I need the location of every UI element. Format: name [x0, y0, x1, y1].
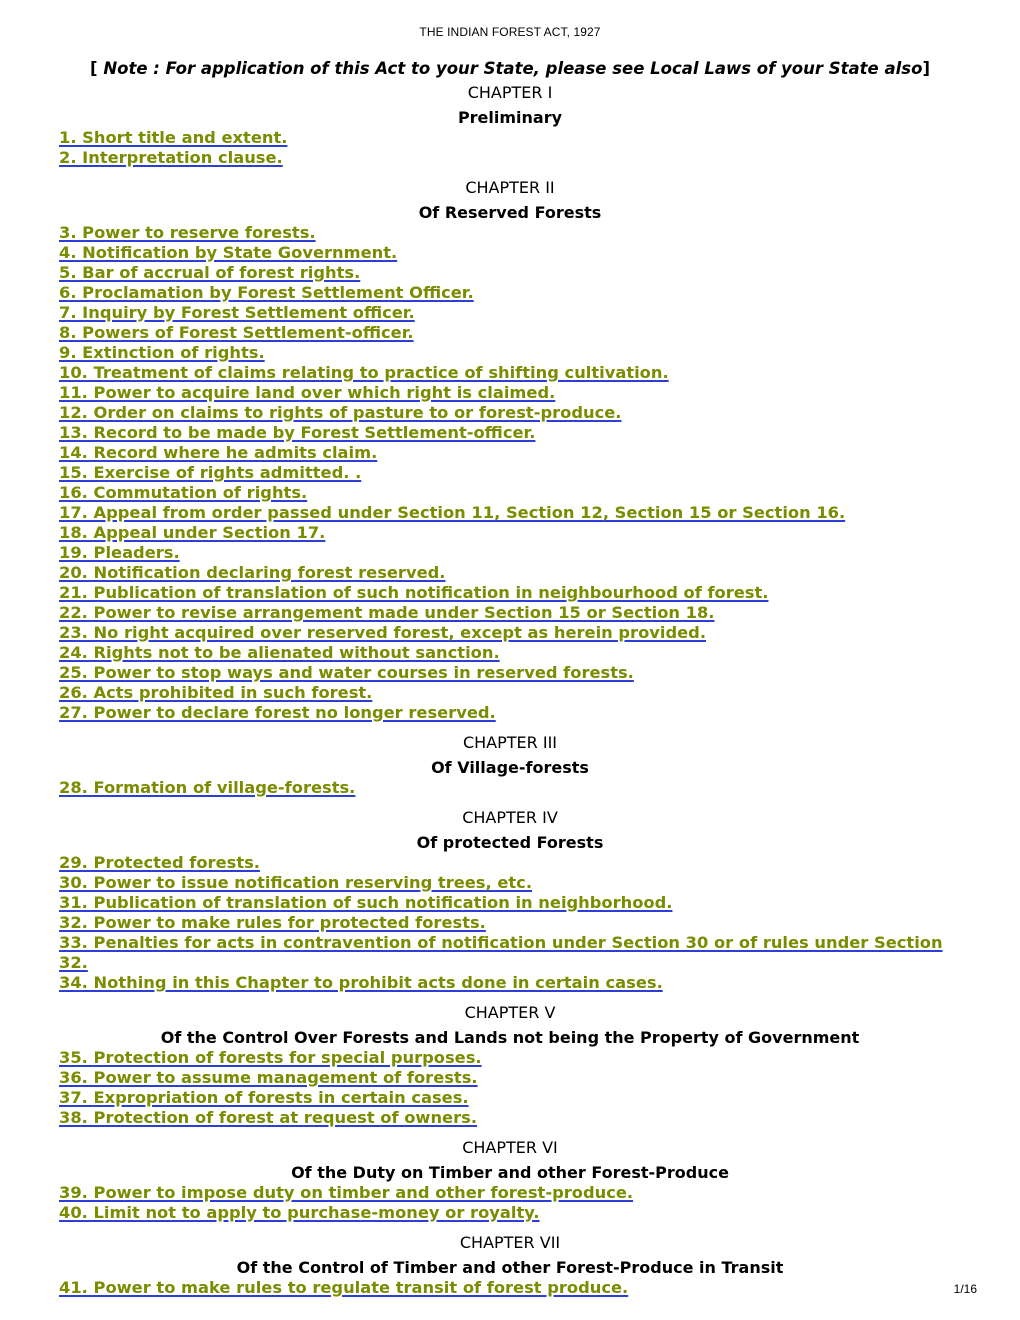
- application-note: [0, 58, 1020, 80]
- section-link[interactable]: [59, 933, 969, 973]
- chapter-title: Of protected Forests: [416, 833, 604, 852]
- section-link[interactable]: [59, 893, 969, 913]
- section-link-text: 1. Short title and extent.: [59, 128, 288, 147]
- note-open-bracket: [: [90, 59, 104, 78]
- section-link-text: 5. Bar of accrual of forest rights.: [59, 263, 361, 282]
- section-link[interactable]: [59, 263, 969, 283]
- section-link-text: 2. Interpretation clause.: [59, 148, 283, 167]
- section-link-text: 10. Treatment of claims relating to practice of shifting cultivation.: [59, 363, 669, 382]
- section-link-text: 32. Power to make rules for protected forests.: [59, 913, 486, 932]
- chapter-block: [59, 993, 969, 1128]
- chapter-block: [59, 168, 969, 723]
- section-link[interactable]: [59, 403, 969, 423]
- section-link[interactable]: [59, 778, 969, 798]
- section-link-text: 35. Protection of forests for special purposes.: [59, 1048, 482, 1067]
- section-link-text: 36. Power to assume management of forests.: [59, 1068, 478, 1087]
- section-link[interactable]: [59, 1108, 969, 1128]
- chapter-gap: [59, 723, 969, 733]
- section-link[interactable]: [59, 1203, 969, 1223]
- section-link[interactable]: [59, 873, 969, 893]
- chapter-gap: [59, 1128, 969, 1138]
- section-link[interactable]: [59, 1068, 969, 1088]
- section-link[interactable]: [59, 423, 969, 443]
- section-link-text: 3. Power to reserve forests.: [59, 223, 316, 242]
- section-link-text: 11. Power to acquire land over which right is claimed.: [59, 383, 556, 402]
- section-link-text: 33. Penalties for acts in contravention of notification under Section 30 or of rules under Section 32.: [59, 933, 943, 972]
- section-link[interactable]: [59, 703, 969, 723]
- chapter-block: [59, 1223, 969, 1298]
- section-link-text: 40. Limit not to apply to purchase-money or royalty.: [59, 1203, 540, 1222]
- section-link[interactable]: [59, 563, 969, 583]
- section-link[interactable]: [59, 383, 969, 403]
- section-link[interactable]: [59, 623, 969, 643]
- chapter-title: Of Reserved Forests: [418, 203, 602, 222]
- section-link-text: 31. Publication of translation of such notification in neighborhood.: [59, 893, 673, 912]
- section-link-text: 20. Notification declaring forest reserved.: [59, 563, 446, 582]
- section-link-text: 26. Acts prohibited in such forest.: [59, 683, 373, 702]
- chapter-heading: CHAPTER VI: [462, 1138, 558, 1157]
- chapter-gap: [59, 798, 969, 808]
- section-link-text: 29. Protected forests.: [59, 853, 260, 872]
- section-link-text: 22. Power to revise arrangement made under Section 15 or Section 18.: [59, 603, 715, 622]
- table-of-contents: [59, 83, 969, 1298]
- section-link[interactable]: [59, 663, 969, 683]
- section-link[interactable]: [59, 243, 969, 263]
- chapter-heading: CHAPTER III: [462, 733, 558, 752]
- section-link-text: 13. Record to be made by Forest Settlement-officer.: [59, 423, 536, 442]
- chapter-title: Of the Control of Timber and other Forest-Produce in Transit: [236, 1258, 784, 1277]
- section-link-text: 23. No right acquired over reserved forest, except as herein provided.: [59, 623, 707, 642]
- section-link-text: 41. Power to make rules to regulate transit of forest produce.: [59, 1278, 629, 1297]
- chapter-heading: CHAPTER IV: [462, 808, 558, 827]
- section-link[interactable]: [59, 503, 969, 523]
- section-link-text: 17. Appeal from order passed under Section 11, Section 12, Section 15 or Section 16.: [59, 503, 846, 522]
- chapter-block: [59, 723, 969, 798]
- section-link-text: 7. Inquiry by Forest Settlement officer.: [59, 303, 415, 322]
- chapter-gap: [59, 168, 969, 178]
- section-link[interactable]: [59, 913, 969, 933]
- section-link[interactable]: [59, 363, 969, 383]
- page-header: THE INDIAN FOREST ACT, 1927: [419, 25, 601, 39]
- section-link[interactable]: [59, 323, 969, 343]
- chapter-heading: CHAPTER I: [467, 83, 553, 102]
- section-link-text: 30. Power to issue notification reserving trees, etc.: [59, 873, 533, 892]
- section-link-text: 37. Expropriation of forests in certain cases.: [59, 1088, 469, 1107]
- note-close-bracket: ]: [922, 59, 930, 78]
- section-link[interactable]: [59, 603, 969, 623]
- section-link[interactable]: [59, 1048, 969, 1068]
- chapter-heading: CHAPTER V: [464, 1003, 556, 1022]
- section-link-text: 25. Power to stop ways and water courses in reserved forests.: [59, 663, 634, 682]
- section-link-text: 14. Record where he admits claim.: [59, 443, 378, 462]
- section-link-text: 6. Proclamation by Forest Settlement Officer.: [59, 283, 474, 302]
- section-link[interactable]: [59, 1278, 969, 1298]
- section-link-text: 28. Formation of village-forests.: [59, 778, 356, 797]
- chapter-block: [59, 83, 969, 168]
- section-link-text: 8. Powers of Forest Settlement-officer.: [59, 323, 414, 342]
- section-link-text: 9. Extinction of rights.: [59, 343, 265, 362]
- section-link[interactable]: [59, 543, 969, 563]
- section-link-text: 34. Nothing in this Chapter to prohibit acts done in certain cases.: [59, 973, 663, 992]
- section-link[interactable]: [59, 523, 969, 543]
- chapter-heading: CHAPTER II: [465, 178, 555, 197]
- chapter-gap: [59, 1223, 969, 1233]
- section-link[interactable]: [59, 463, 969, 483]
- section-link-text: 21. Publication of translation of such notification in neighbourhood of forest.: [59, 583, 769, 602]
- section-link-text: 27. Power to declare forest no longer reserved.: [59, 703, 496, 722]
- section-link-text: 38. Protection of forest at request of owners.: [59, 1108, 478, 1127]
- section-link[interactable]: [59, 148, 969, 168]
- chapter-title: Preliminary: [457, 108, 563, 127]
- section-link[interactable]: [59, 303, 969, 323]
- section-link[interactable]: [59, 1183, 969, 1203]
- chapter-gap: [59, 993, 969, 1003]
- section-link[interactable]: [59, 583, 969, 603]
- section-link-text: 39. Power to impose duty on timber and other forest-produce.: [59, 1183, 634, 1202]
- chapter-title: Of Village-forests: [431, 758, 589, 777]
- section-link[interactable]: [59, 683, 969, 703]
- page-number: 1/16: [953, 1282, 977, 1296]
- section-link[interactable]: [59, 483, 969, 503]
- note-text: Note : For application of this Act to your State, please see Local Laws of your State also: [103, 59, 923, 78]
- section-link[interactable]: [59, 343, 969, 363]
- section-link-text: 16. Commutation of rights.: [59, 483, 308, 502]
- section-link[interactable]: [59, 973, 969, 993]
- chapter-heading: CHAPTER VII: [459, 1233, 561, 1252]
- section-link-text: 12. Order on claims to rights of pasture to or forest-produce.: [59, 403, 622, 422]
- chapter-title: Of the Control Over Forests and Lands not being the Property of Government: [160, 1028, 860, 1047]
- section-link-text: 19. Pleaders.: [59, 543, 180, 562]
- chapter-title: Of the Duty on Timber and other Forest-Produce: [291, 1163, 729, 1182]
- section-link-text: 4. Notification by State Government.: [59, 243, 398, 262]
- section-link[interactable]: [59, 643, 969, 663]
- chapter-block: [59, 1128, 969, 1223]
- section-link-text: 15. Exercise of rights admitted. .: [59, 463, 362, 482]
- section-link[interactable]: [59, 223, 969, 243]
- chapter-block: [59, 798, 969, 993]
- section-link-text: 24. Rights not to be alienated without sanction.: [59, 643, 500, 662]
- section-link[interactable]: [59, 443, 969, 463]
- section-link[interactable]: [59, 1088, 969, 1108]
- section-link[interactable]: [59, 283, 969, 303]
- section-link[interactable]: [59, 853, 969, 873]
- section-link-text: 18. Appeal under Section 17.: [59, 523, 326, 542]
- section-link[interactable]: [59, 128, 969, 148]
